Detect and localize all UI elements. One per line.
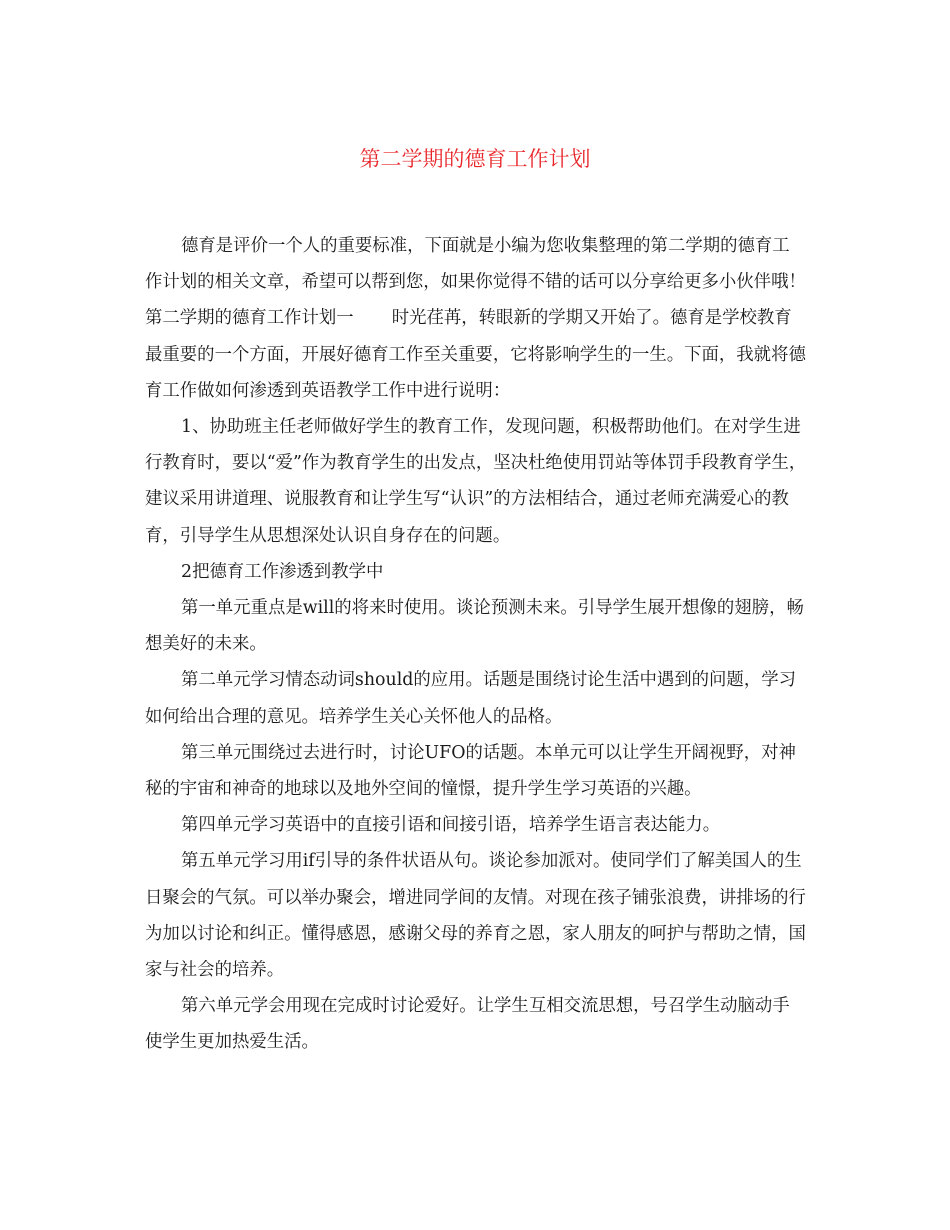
body-paragraph: 第四单元学习英语中的直接引语和间接引语，培养学生语言表达能力。 <box>181 815 721 836</box>
section-lead: 时光荏苒，转眼新的学期又开始了。德育是学校教育最重要的一个方面，开展好德育工作至关重要，它将影响学生的一生。下面，我就将德育工作做如何渗透到英语教学工作中进行说明： <box>145 308 806 401</box>
document-body <box>145 228 807 1061</box>
body-paragraph: 第一单元重点是will的将来时使用。谈论预测未来。引导学生展开想像的翅膀，畅想美好的未来。 <box>145 598 804 655</box>
body-paragraph: 第五单元学习用if引导的条件状语从句。谈论参加派对。使同学们了解美国人的生日聚会的气氛。可以举办聚会，增进同学间的友情。对现在孩子铺张浪费，讲排场的行为加以讨论和纠正。懂得感恩，感谢父母的养育之恩，家人朋友的呵护与帮助之情，国家与社会的培养。 <box>145 851 806 981</box>
body-paragraph: 1、协助班主任老师做好学生的教育工作，发现问题，积极帮助他们。在对学生进行教育时，要以“爱”作为教育学生的出发点，坚决杜绝使用罚站等体罚手段教育学生，建议采用讲道理、说服教育和让学生写“认识”的方法相结合，通过老师充满爱心的教育，引导学生从思想深处认识自身存在的问题。 <box>145 417 807 546</box>
body-paragraph: 第二单元学习情态动词should的应用。话题是围绕讨论生活中遇到的问题，学习如何给出合理的意见。培养学生关心关怀他人的品格。 <box>145 670 796 727</box>
section-paragraph <box>145 300 807 409</box>
intro-paragraph: 德育是评价一个人的重要标准，下面就是小编为您收集整理的第二学期的德育工作计划的相关文章，希望可以帮到您，如果你觉得不错的话可以分享给更多小伙伴哦！ <box>145 236 806 293</box>
body-paragraph: 第六单元学会用现在完成时讨论爱好。让学生互相交流思想，号召学生动脑动手使学生更加热爱生活。 <box>145 996 790 1053</box>
body-paragraph: 第三单元围绕过去进行时，讨论UFO的话题。本单元可以让学生开阔视野，对神秘的宇宙和神奇的地球以及地外空间的憧憬，提升学生学习英语的兴趣。 <box>145 742 796 800</box>
section-heading: 第二学期的德育工作计划一 <box>145 308 354 329</box>
document-title: 第二学期的德育工作计划 <box>359 147 591 171</box>
body-paragraph: 2把德育工作渗透到教学中 <box>181 561 384 582</box>
